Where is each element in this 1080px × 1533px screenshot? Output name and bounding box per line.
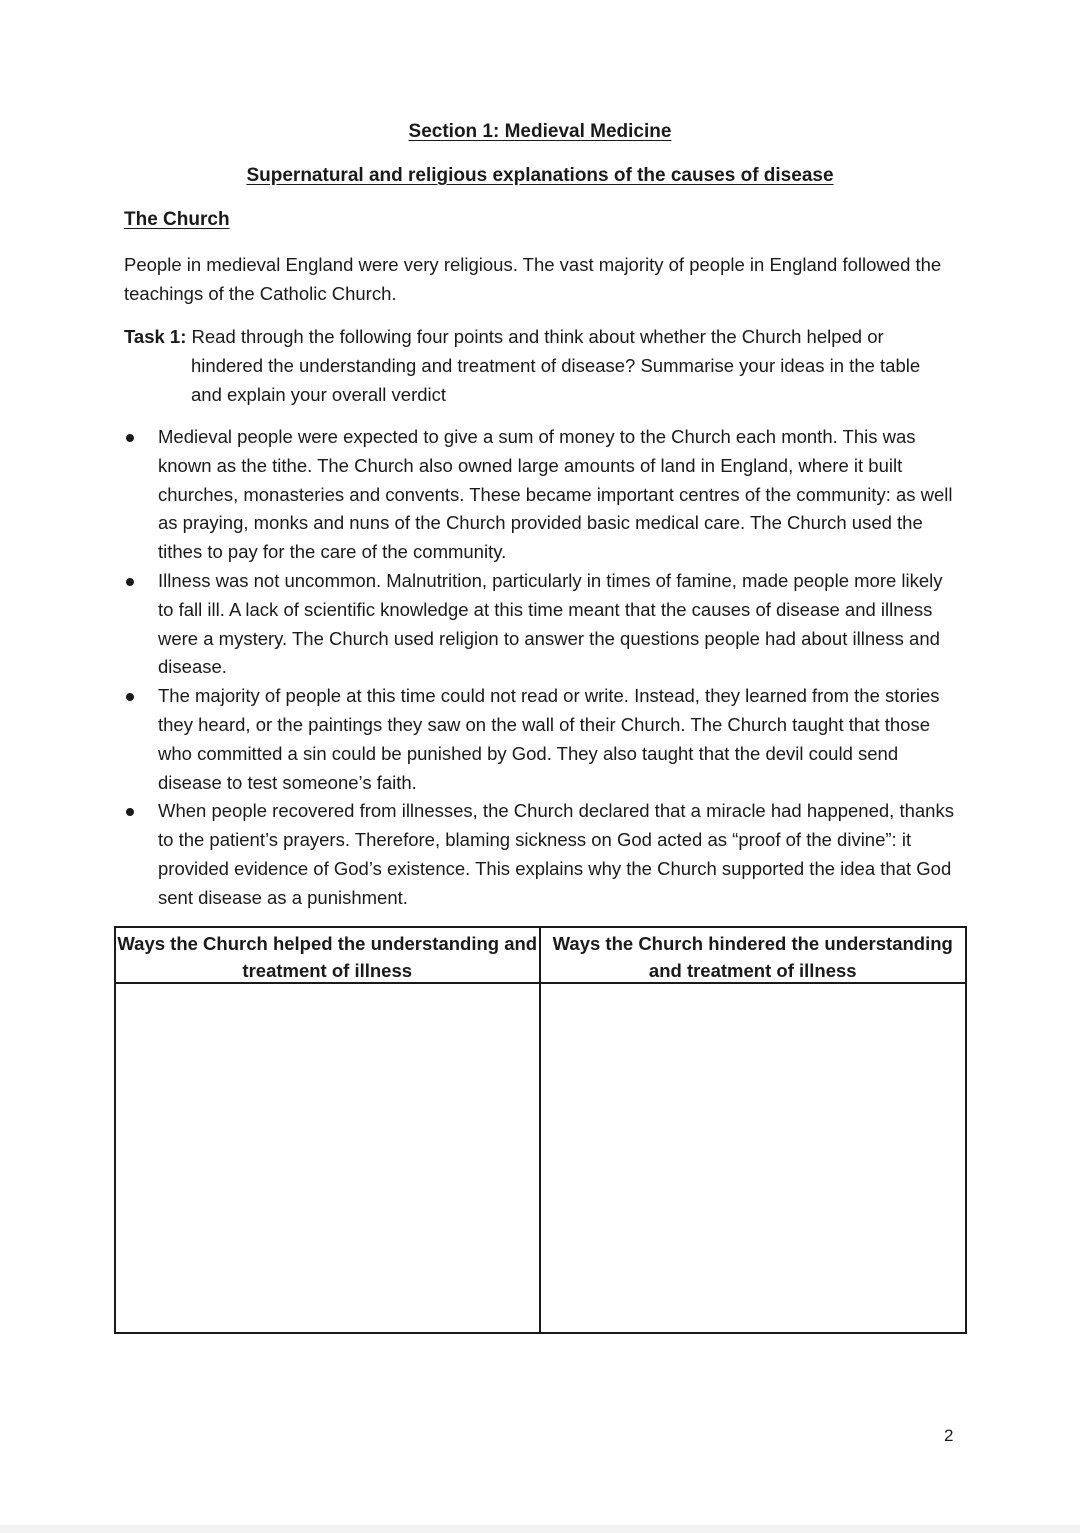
bullet-text: Medieval people were expected to give a sum of money to the Church each month. This was known as the tithe. The Church also owned large amounts of land in England, where it built churches, monasteries and convents. These became important centres of the community: as well as praying, monks and nuns of the Church provided basic medical care. The Church used the tithes to pay for the care of the community. <box>158 426 953 563</box>
task-label: Task 1: <box>124 326 187 347</box>
bullet-icon <box>126 434 134 442</box>
page-subtitle: Supernatural and religious explanations of the causes of disease <box>246 165 834 186</box>
list-item <box>124 797 959 912</box>
list-item <box>124 682 959 797</box>
bullet-text: When people recovered from illnesses, the Church declared that a miracle had happened, thanks to the patient’s prayers. Therefore, blaming sickness on God acted as “proof of the divine”: it provided evidence of God’s existence. This explains why the Church supported the idea that God sent disease as a punishment. <box>158 800 954 908</box>
bullet-icon <box>126 578 134 586</box>
subsection-title: The Church <box>124 209 230 230</box>
bullet-icon <box>126 808 134 816</box>
table-header-hindered: Ways the Church hindered the understanding and treatment of illness <box>541 928 966 984</box>
bullet-text: Illness was not uncommon. Malnutrition, particularly in times of famine, made people more likely to fall ill. A lack of scientific knowledge at this time meant that the causes of disease and illness were a mystery. The Church used religion to answer the questions people had about illness and disease. <box>158 569 943 678</box>
page-number: 2 <box>944 1426 954 1445</box>
intro-paragraph: People in medieval England were very religious. The vast majority of people in England followed the teachings of the Catholic Church. <box>124 254 942 304</box>
bullet-list <box>124 423 959 913</box>
bullet-text: The majority of people at this time could not read or write. Instead, they learned from the stories they heard, or the paintings they saw on the wall of their Church. The Church taught that those who committed a sin could be punished by God. They also taught that the devil could send disease to test someone’s faith. <box>158 685 940 793</box>
list-item <box>124 567 959 682</box>
table-cell-hindered-answer[interactable] <box>541 984 966 1332</box>
bullet-icon <box>126 693 134 701</box>
list-item <box>124 423 959 567</box>
table-header-helped: Ways the Church helped the understanding and treatment of illness <box>116 928 541 984</box>
task-instruction <box>124 322 954 409</box>
page-bottom-edge <box>0 1525 1080 1533</box>
summary-table <box>114 926 967 1334</box>
task-text: Read through the following four points and think about whether the Church helped or hindered the understanding and treatment of disease? Summarise your ideas in the table and explain your overall verdict <box>186 326 921 405</box>
table-cell-helped-answer[interactable] <box>116 984 541 1332</box>
section-title: Section 1: Medieval Medicine <box>408 121 672 142</box>
